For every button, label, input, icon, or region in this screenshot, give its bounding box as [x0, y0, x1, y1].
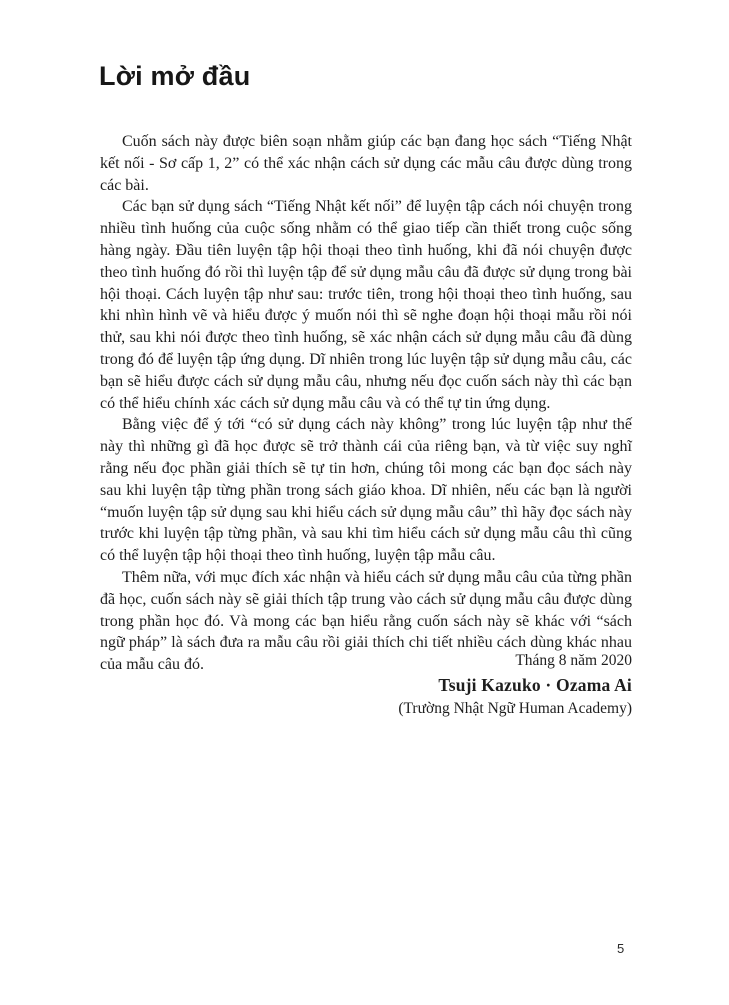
preface-body [100, 131, 632, 676]
preface-paragraph-1: Cuốn sách này được biên soạn nhằm giúp các bạn đang học sách “Tiếng Nhật kết nối - Sơ cấp 1, 2” có thể xác nhận cách sử dụng các mẫu câu được dùng trong các bài. [100, 133, 632, 194]
preface-paragraph-2: Các bạn sử dụng sách “Tiếng Nhật kết nối” để luyện tập cách nói chuyện trong nhiều tình huống của cuộc sống nhằm có thể giao tiếp cần thiết trong cuộc sống hàng ngày. Đầu tiên luyện tập hội thoại theo tình huống, khi đã nói chuyện được theo tình huống đó rồi thì luyện tập để sử dụng mẫu câu đã được sử dụng trong bài hội thoại. Cách luyện tập như sau: trước tiên, trong hội thoại theo tình huống, sau khi nhìn hình vẽ và hiểu được ý muốn nói thì sẽ nghe đoạn hội thoại mẫu rồi nói thử, sau khi nói được theo tình huống, sẽ xác nhận cách sử dụng mẫu câu đã dùng trong đó để luyện tập ứng dụng. Dĩ nhiên trong lúc luyện tập sử dụng mẫu câu, các bạn sẽ hiểu được cách sử dụng mẫu câu, nhưng nếu đọc cuốn sách này thì các bạn có thể hiểu chính xác cách sử dụng mẫu câu và có thể tự tin ứng dụng. [100, 198, 632, 412]
signoff-date: Tháng 8 năm 2020 [515, 652, 632, 669]
page-number: 5 [617, 941, 625, 956]
page-title: Lời mở đầu [99, 61, 251, 91]
signoff-affiliation: (Trường Nhật Ngữ Human Academy) [398, 700, 632, 717]
preface-paragraph-4: Thêm nữa, với mục đích xác nhận và hiểu cách sử dụng mẫu câu của từng phần đã học, cuốn sách này sẽ giải thích tập trung vào cách sử dụng mẫu câu được dùng trong phần học đó. Và mong các bạn hiểu rằng cuốn sách này sẽ khác với “sách ngữ pháp” là sách đưa ra mẫu câu rồi giải thích chi tiết nhiều cách dùng khác nhau của mẫu câu đó. [100, 568, 632, 674]
signoff-authors: Tsuji Kazuko · Ozama Ai [438, 675, 632, 695]
preface-paragraph-3: Bằng việc để ý tới “có sử dụng cách này không” trong lúc luyện tập như thế này thì những gì đã học được sẽ trở thành cái của riêng bạn, và từ việc suy nghĩ rằng nếu đọc phần giải thích sẽ tự tin hơn, chúng tôi mong các bạn đọc sách này sau khi luyện tập từng phần trong sách giáo khoa. Dĩ nhiên, nếu các bạn là người “muốn luyện tập sử dụng sau khi hiểu cách sử dụng mẫu câu” thì hãy đọc sách này trước khi luyện tập từng phần, và sau khi tìm hiểu cách sử dụng mẫu câu thì cũng có thể luyện tập hội thoại theo tình huống, luyện tập mẫu câu. [100, 416, 632, 565]
signoff-block [398, 649, 632, 721]
